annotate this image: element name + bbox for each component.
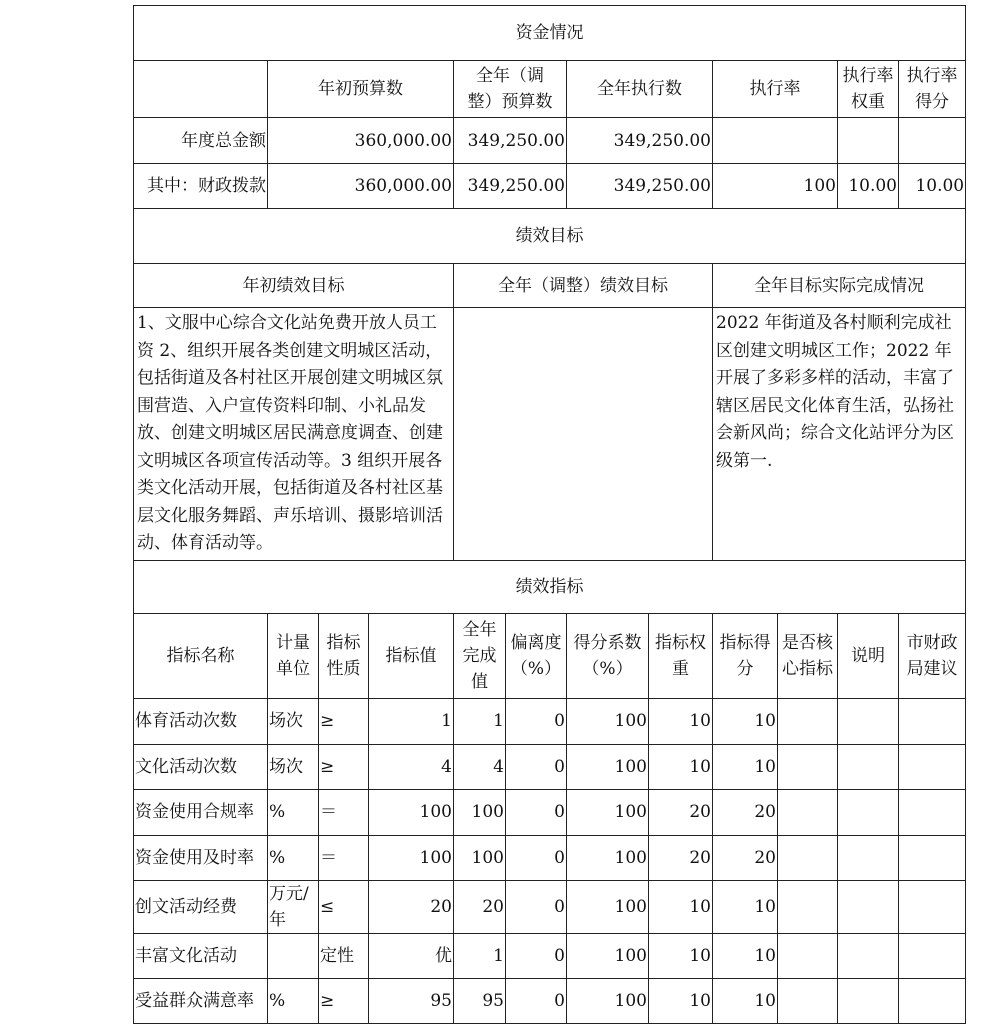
indicator-core-cell — [778, 789, 838, 835]
indicator-name-cell: 文化活动次数 — [134, 744, 268, 789]
indicator-suggestion-cell — [899, 744, 966, 789]
indicator-unit-cell: % — [268, 789, 319, 835]
table-row — [134, 744, 966, 789]
indicator-coefficient-cell: 100 — [567, 744, 649, 789]
header-weight: 指标权 重 — [649, 613, 713, 698]
header-adjusted-budget: 全年（调 整）预算数 — [454, 61, 567, 118]
table-row — [134, 933, 966, 978]
indicator-note-cell — [838, 880, 899, 933]
indicator-deviation-cell: 0 — [506, 880, 567, 933]
execution-rate-value: 100 — [713, 164, 838, 209]
indicator-target-cell: 100 — [369, 789, 454, 835]
rate-score-value — [899, 118, 966, 164]
indicator-weight-cell: 10 — [649, 698, 713, 744]
indicator-score-cell: 20 — [713, 835, 778, 880]
indicator-score-cell: 10 — [713, 880, 778, 933]
indicators-section-title: 绩效指标 — [134, 560, 966, 613]
indicator-weight-cell: 10 — [649, 978, 713, 1023]
indicator-target-cell: 1 — [369, 698, 454, 744]
header-execution-rate: 执行率 — [713, 61, 838, 118]
indicator-suggestion-cell — [899, 835, 966, 880]
header-score: 指标得 分 — [713, 613, 778, 698]
indicator-nature-cell: ＝ — [319, 835, 369, 880]
rate-weight-value: 10.00 — [838, 164, 899, 209]
header-rate-score: 执行率 得分 — [899, 61, 966, 118]
indicator-coefficient-cell: 100 — [567, 789, 649, 835]
rate-weight-value — [838, 118, 899, 164]
performance-sheet — [133, 5, 966, 1024]
indicator-weight-cell: 10 — [649, 880, 713, 933]
indicator-completed-cell: 1 — [454, 933, 506, 978]
indicator-coefficient-cell: 100 — [567, 835, 649, 880]
annual-execution-value: 349,250.00 — [567, 118, 713, 164]
indicator-rows — [134, 698, 966, 1023]
indicator-core-cell — [778, 978, 838, 1023]
indicator-note-cell — [838, 789, 899, 835]
header-completed: 全年 完成 值 — [454, 613, 506, 698]
indicator-target-cell: 20 — [369, 880, 454, 933]
table-row — [134, 698, 966, 744]
execution-rate-value — [713, 118, 838, 164]
header-initial-goals: 年初绩效目标 — [134, 264, 454, 308]
indicator-weight-cell: 20 — [649, 789, 713, 835]
header-note: 说明 — [838, 613, 899, 698]
indicator-note-cell — [838, 744, 899, 789]
funding-section-title: 资金情况 — [134, 6, 966, 61]
header-annual-execution: 全年执行数 — [567, 61, 713, 118]
table-row — [134, 789, 966, 835]
indicator-deviation-cell: 0 — [506, 698, 567, 744]
table-row — [134, 880, 966, 933]
header-core: 是否核 心指标 — [778, 613, 838, 698]
rate-score-value: 10.00 — [899, 164, 966, 209]
indicator-deviation-cell: 0 — [506, 933, 567, 978]
header-nature: 指标 性质 — [319, 613, 369, 698]
header-indicator-name: 指标名称 — [134, 613, 268, 698]
adjusted-budget-value: 349,250.00 — [454, 164, 567, 209]
indicator-name-cell: 创文活动经费 — [134, 880, 268, 933]
adjusted-goals-text — [454, 308, 713, 561]
indicator-completed-cell: 95 — [454, 978, 506, 1023]
indicator-suggestion-cell — [899, 789, 966, 835]
indicator-note-cell — [838, 978, 899, 1023]
initial-budget-value: 360,000.00 — [268, 118, 454, 164]
adjusted-budget-value: 349,250.00 — [454, 118, 567, 164]
indicator-unit-cell: % — [268, 835, 319, 880]
indicator-name-cell: 资金使用及时率 — [134, 835, 268, 880]
indicator-target-cell: 95 — [369, 978, 454, 1023]
indicator-name-cell: 丰富文化活动 — [134, 933, 268, 978]
indicator-core-cell — [778, 933, 838, 978]
annual-execution-value: 349,250.00 — [567, 164, 713, 209]
indicator-nature-cell: ≤ — [319, 880, 369, 933]
indicator-nature-cell: ≥ — [319, 744, 369, 789]
indicator-target-cell: 4 — [369, 744, 454, 789]
indicator-name-cell: 体育活动次数 — [134, 698, 268, 744]
indicator-score-cell: 10 — [713, 978, 778, 1023]
indicator-nature-cell: ＝ — [319, 789, 369, 835]
funding-header-empty — [134, 61, 268, 118]
header-adjusted-goals: 全年（调整）绩效目标 — [454, 264, 713, 308]
indicator-deviation-cell: 0 — [506, 789, 567, 835]
indicator-deviation-cell: 0 — [506, 978, 567, 1023]
indicator-weight-cell: 20 — [649, 835, 713, 880]
actual-completion-text: 2022 年街道及各村顺利完成社区创建文明城区工作；2022 年开展了多彩多样的活动，丰富了辖区居民文化体育生活，弘扬社会新风尚；综合文化站评分为区级第一. — [713, 308, 966, 561]
indicator-nature-cell: ≥ — [319, 698, 369, 744]
indicator-suggestion-cell — [899, 933, 966, 978]
indicator-unit-cell: 场次 — [268, 698, 319, 744]
header-target: 指标值 — [369, 613, 454, 698]
indicator-weight-cell: 10 — [649, 933, 713, 978]
indicator-target-cell: 优 — [369, 933, 454, 978]
header-unit: 计量 单位 — [268, 613, 319, 698]
indicator-coefficient-cell: 100 — [567, 880, 649, 933]
header-coefficient: 得分系数 （%） — [567, 613, 649, 698]
goals-section-title: 绩效目标 — [134, 209, 966, 264]
header-suggestion: 市财政 局建议 — [899, 613, 966, 698]
indicator-completed-cell: 20 — [454, 880, 506, 933]
indicator-core-cell — [778, 880, 838, 933]
indicator-completed-cell: 4 — [454, 744, 506, 789]
table-row — [134, 978, 966, 1023]
indicator-name-cell: 资金使用合规率 — [134, 789, 268, 835]
header-deviation: 偏离度 （%） — [506, 613, 567, 698]
indicator-coefficient-cell: 100 — [567, 978, 649, 1023]
indicator-unit-cell: 场次 — [268, 744, 319, 789]
indicator-unit-cell: 万元/ 年 — [268, 880, 319, 933]
indicator-core-cell — [778, 698, 838, 744]
funding-row-label: 年度总金额 — [134, 118, 268, 164]
indicator-completed-cell: 100 — [454, 835, 506, 880]
indicator-nature-cell: 定性 — [319, 933, 369, 978]
indicator-unit-cell: % — [268, 978, 319, 1023]
indicator-nature-cell: ≥ — [319, 978, 369, 1023]
indicator-target-cell: 100 — [369, 835, 454, 880]
indicator-note-cell — [838, 933, 899, 978]
indicator-score-cell: 10 — [713, 933, 778, 978]
indicator-weight-cell: 10 — [649, 744, 713, 789]
funding-row-label: 其中：财政拨款 — [134, 164, 268, 209]
indicator-score-cell: 10 — [713, 698, 778, 744]
indicator-deviation-cell: 0 — [506, 835, 567, 880]
indicator-coefficient-cell: 100 — [567, 698, 649, 744]
indicator-suggestion-cell — [899, 698, 966, 744]
indicator-suggestion-cell — [899, 880, 966, 933]
indicator-note-cell — [838, 835, 899, 880]
indicator-note-cell — [838, 698, 899, 744]
initial-goals-text: 1、文服中心综合文化站免费开放人员工资 2、组织开展各类创建文明城区活动，包括街道及各村社区开展创建文明城区氛围营造、入户宣传资料印制、小礼品发放、创建文明城区居民满意度调查、创建文明城区各项宣传活动等。3 组织开展各类文化活动开展，包括街道及各村社区基层文化服务舞蹈、声乐培训、摄影培训活动、体育活动等。 — [134, 308, 454, 561]
indicator-name-cell: 受益群众满意率 — [134, 978, 268, 1023]
indicator-score-cell: 20 — [713, 789, 778, 835]
header-actual-completion: 全年目标实际完成情况 — [713, 264, 966, 308]
indicator-core-cell — [778, 835, 838, 880]
indicator-completed-cell: 1 — [454, 698, 506, 744]
header-initial-budget: 年初预算数 — [268, 61, 454, 118]
indicator-suggestion-cell — [899, 978, 966, 1023]
indicator-deviation-cell: 0 — [506, 744, 567, 789]
table-row — [134, 835, 966, 880]
indicator-coefficient-cell: 100 — [567, 933, 649, 978]
initial-budget-value: 360,000.00 — [268, 164, 454, 209]
indicator-score-cell: 10 — [713, 744, 778, 789]
indicator-core-cell — [778, 744, 838, 789]
indicator-completed-cell: 100 — [454, 789, 506, 835]
header-rate-weight: 执行率 权重 — [838, 61, 899, 118]
indicator-unit-cell — [268, 933, 319, 978]
